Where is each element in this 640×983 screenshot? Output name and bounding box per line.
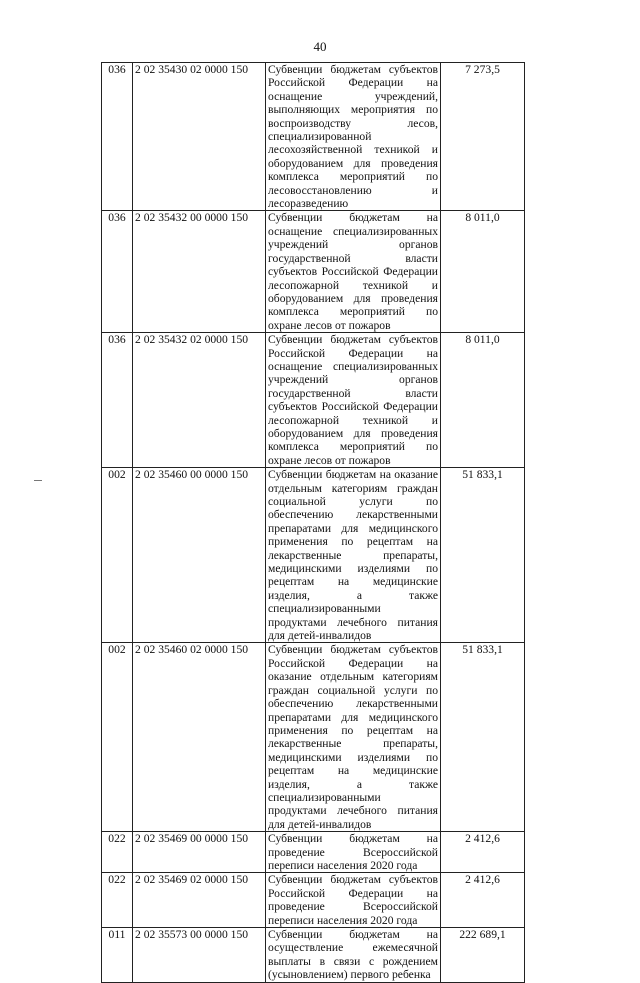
- budget-code-cell: 2 02 35430 02 0000 150: [133, 63, 266, 211]
- table-row: [102, 928, 525, 983]
- page-number: 40: [313, 39, 327, 54]
- description-cell: Субвенции бюджетам субъектов Российской Федерации на оснащение учреждений, выполняющих мероприятия по воспроизводству лесов, специализированной лесохозяйственной техникой и оборудованием для проведения комплекса мероприятий по лесовосстановлению и лесоразведению: [266, 63, 441, 211]
- admin-code-cell: 036: [102, 333, 133, 468]
- table-row: [102, 643, 525, 832]
- admin-code-cell: 036: [102, 63, 133, 211]
- description-cell: Субвенции бюджетам субъектов Российской Федерации на проведение Всероссийской переписи населения 2020 года: [266, 873, 441, 928]
- admin-code-cell: 036: [102, 211, 133, 333]
- amount-cell: 222 689,1: [441, 928, 525, 983]
- description-cell: Субвенции бюджетам на осуществление ежемесячной выплаты в связи с рождением (усыновлением) первого ребенка: [266, 928, 441, 983]
- admin-code-cell: 022: [102, 873, 133, 928]
- table-row: [102, 333, 525, 468]
- admin-code-cell: 011: [102, 928, 133, 983]
- budget-code-cell: 2 02 35573 00 0000 150: [133, 928, 266, 983]
- budget-code-cell: 2 02 35469 00 0000 150: [133, 832, 266, 873]
- amount-cell: 7 273,5: [441, 63, 525, 211]
- amount-cell: 51 833,1: [441, 468, 525, 643]
- budget-code-cell: 2 02 35432 02 0000 150: [133, 333, 266, 468]
- budget-code-cell: 2 02 35432 00 0000 150: [133, 211, 266, 333]
- table-row: [102, 468, 525, 643]
- amount-cell: 2 412,6: [441, 832, 525, 873]
- description-cell: Субвенции бюджетам субъектов Российской Федерации на оснащение специализированных учреждений органов государственной власти субъектов Российской Федерации лесопожарной техникой и оборудованием для проведения комплекса мероприятий по охране лесов от пожаров: [266, 333, 441, 468]
- amount-cell: 8 011,0: [441, 211, 525, 333]
- description-cell: Субвенции бюджетам субъектов Российской Федерации на оказание отдельным категориям граждан социальной услуги по обеспечению лекарственными препаратами для медицинского применения по рецептам на лекарственные препараты, медицинскими изделиями по рецептам на медицинские изделия, а также специализированными продуктами лечебного питания для детей-инвалидов: [266, 643, 441, 832]
- admin-code-cell: 022: [102, 832, 133, 873]
- budget-table: [101, 62, 525, 983]
- amount-cell: 51 833,1: [441, 643, 525, 832]
- budget-code-cell: 2 02 35469 02 0000 150: [133, 873, 266, 928]
- table-row: [102, 211, 525, 333]
- table-row: [102, 873, 525, 928]
- amount-cell: 8 011,0: [441, 333, 525, 468]
- budget-code-cell: 2 02 35460 00 0000 150: [133, 468, 266, 643]
- description-cell: Субвенции бюджетам на проведение Всероссийской переписи населения 2020 года: [266, 832, 441, 873]
- admin-code-cell: 002: [102, 468, 133, 643]
- description-cell: Субвенции бюджетам на оказание отдельным категориям граждан социальной услуги по обеспечению лекарственными препаратами для медицинского применения по рецептам на лекарственные препараты, медицинскими изделиями по рецептам на медицинские изделия, а также специализированными продуктами лечебного питания для детей-инвалидов: [266, 468, 441, 643]
- admin-code-cell: 002: [102, 643, 133, 832]
- description-cell: Субвенции бюджетам на оснащение специализированных учреждений органов государственной власти субъектов Российской Федерации лесопожарной техникой и оборудованием для проведения комплекса мероприятий по охране лесов от пожаров: [266, 211, 441, 333]
- table-row: [102, 63, 525, 211]
- amount-cell: 2 412,6: [441, 873, 525, 928]
- budget-code-cell: 2 02 35460 02 0000 150: [133, 643, 266, 832]
- margin-mark: [34, 480, 42, 481]
- table-row: [102, 832, 525, 873]
